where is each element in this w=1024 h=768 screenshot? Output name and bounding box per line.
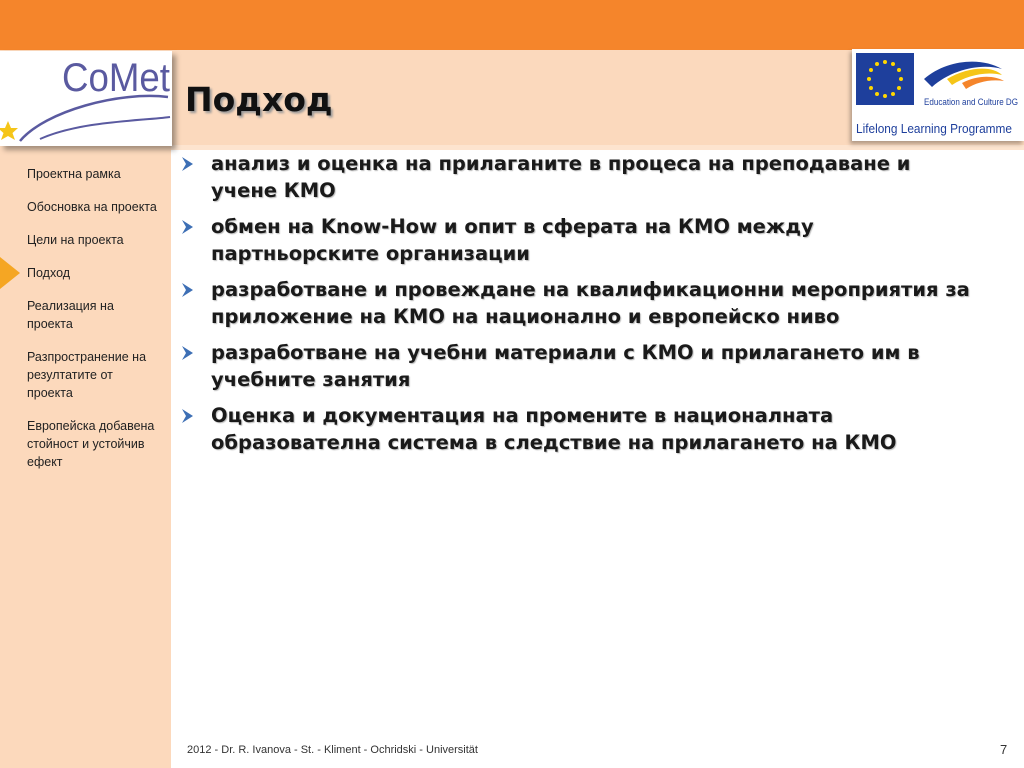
chevron-arrow-icon [180,281,196,299]
bullet-text: анализ и оценка на прилаганите в процеса на преподаване и учене КМО [211,152,911,202]
sidebar-item[interactable] [0,417,171,471]
star-icon [0,121,18,140]
sidebar-nav [0,165,171,486]
sidebar-item-label: Подход [27,266,71,280]
chevron-arrow-icon [180,407,196,425]
comet-logo-graphic [0,51,172,146]
footer-text: 2012 - Dr. R. Ivanova - St. - Kliment - Ochridski - Universität [187,744,478,756]
sidebar-item-label: Европейска добавена стойност и устойчив ефект [27,419,155,469]
bullet-text: обмен на Know-How и опит в сферата на КМО между партньорските организации [211,215,814,265]
bullet-text: разработване на учебни материали с КМО и прилагането им в учебните занятия [211,341,920,391]
sidebar-item-label: Цели на проекта [27,233,124,247]
page-number: 7 [1000,742,1008,757]
chevron-arrow-icon [180,218,196,236]
sidebar-item-label: Обосновка на проекта [27,200,157,214]
sidebar-item-label: Разпространение на резултатите от проекта [27,350,147,400]
bullet-item [180,402,980,456]
sidebar-item[interactable] [0,231,171,249]
bullet-list [180,150,980,465]
slide-title: Подход [185,80,333,119]
bullet-text: разработване и провеждане на квалификационни мероприятия за приложение на КМО на национално и европейско ниво [211,278,970,328]
sidebar-item-label: Реализация на проекта [27,299,114,331]
chevron-arrow-icon [180,344,196,362]
sidebar-item[interactable] [0,198,171,216]
sidebar-item[interactable] [0,264,171,282]
bullet-item [180,150,980,204]
bullet-item [180,213,980,267]
lifelong-learning-graphic [852,49,1024,141]
lifelong-learning-logo [852,49,1024,141]
sidebar-item[interactable] [0,297,171,333]
bullet-item [180,339,980,393]
programme-text: Lifelong Learning Programme [856,121,1012,136]
sidebar-item[interactable] [0,165,171,183]
chevron-arrow-icon [180,155,196,173]
comet-logo-text: CoMet [62,56,170,100]
bullet-text: Оценка и документация на промените в националната образователна система в следствие на прилагането на КМО [211,404,897,454]
top-bar [0,0,1024,50]
bullet-item [180,276,980,330]
sidebar-item-label: Проектна рамка [27,167,121,181]
comet-logo [0,51,172,146]
sidebar-item[interactable] [0,348,171,402]
dg-text: Education and Culture DG [924,97,1018,107]
